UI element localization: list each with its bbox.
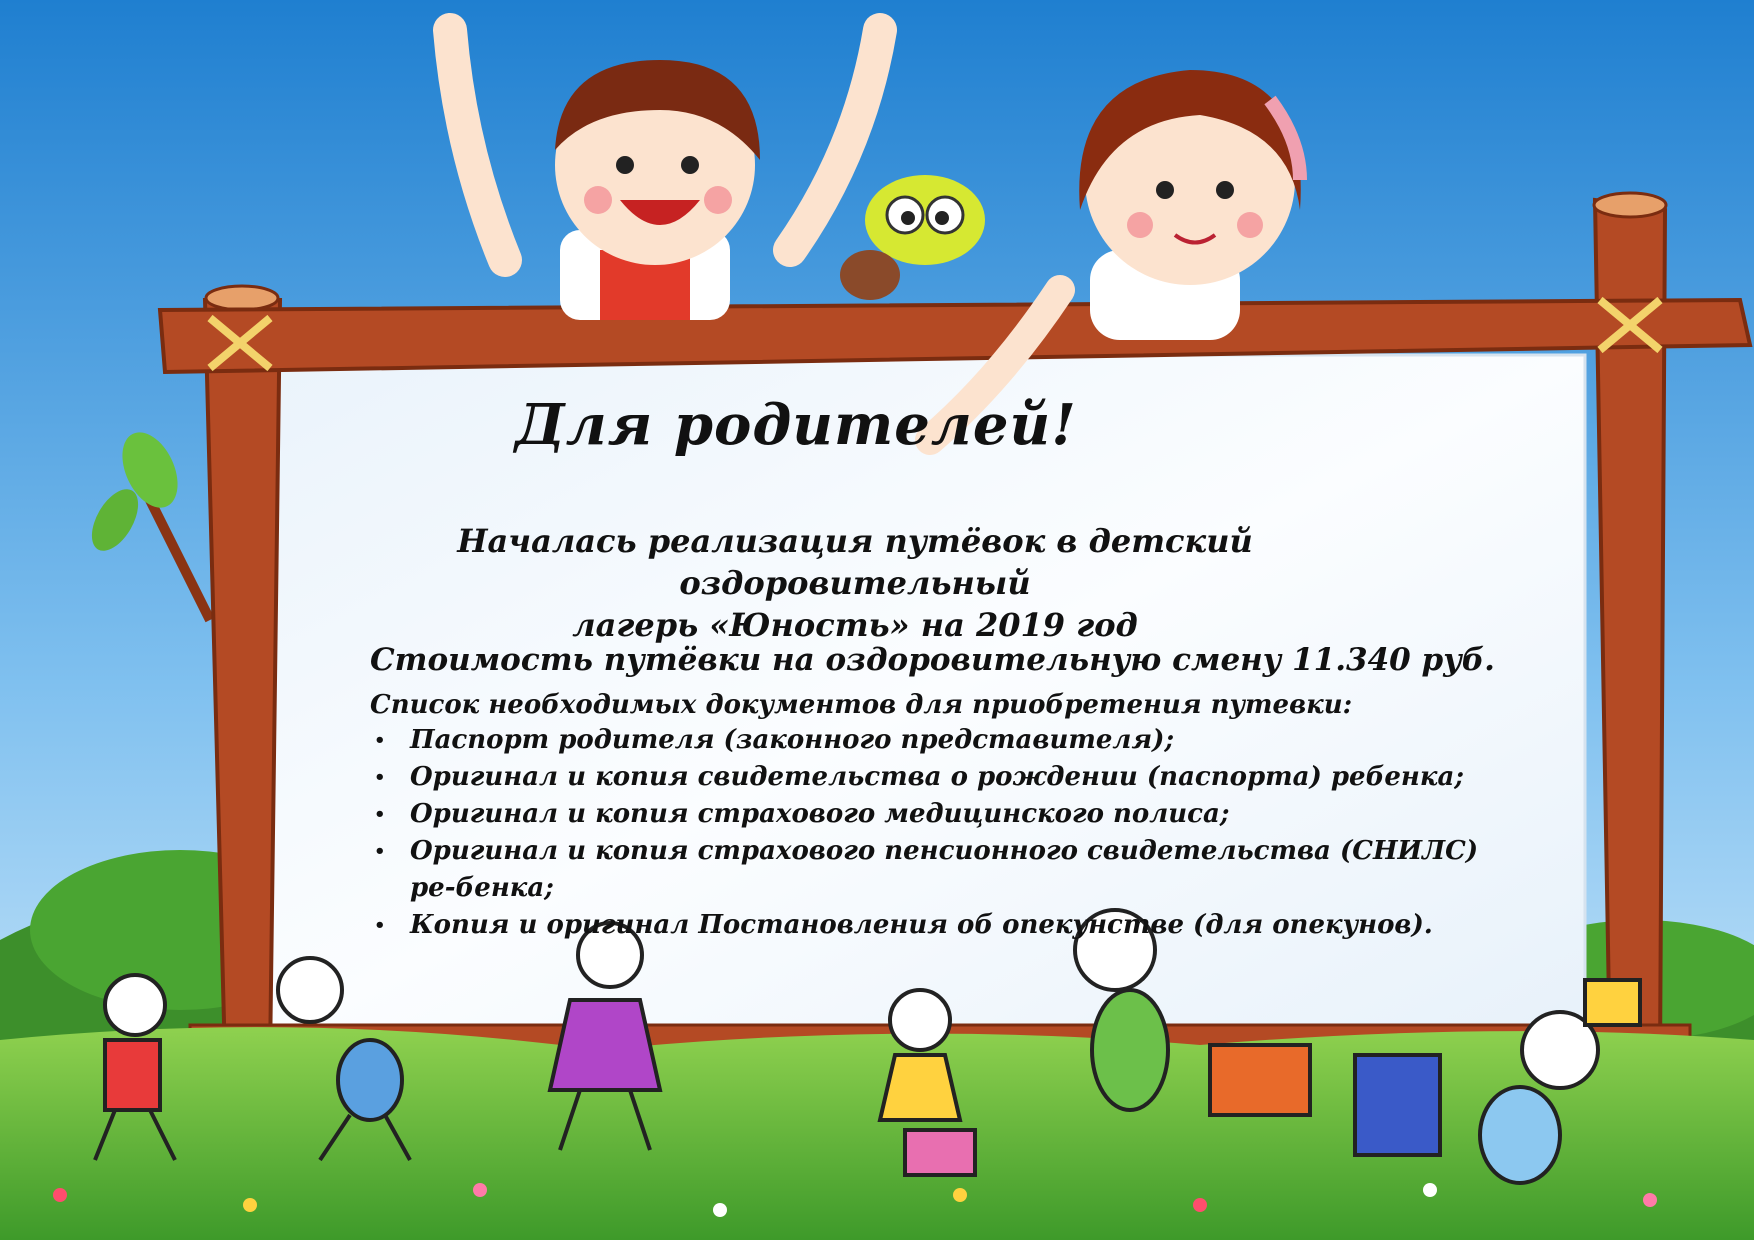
documents-title: Список необходимых документов для приобретения путевки: xyxy=(370,690,1353,720)
list-item xyxy=(370,722,1490,759)
list-item xyxy=(370,796,1490,833)
price-line: Стоимость путёвки на оздоровительную смену 11.340 руб. xyxy=(370,642,1495,678)
list-item xyxy=(370,759,1490,796)
bullet-icon: • xyxy=(374,915,386,936)
intro-line-2: лагерь «Юность» на 2019 год xyxy=(572,606,1138,644)
intro-text xyxy=(290,520,1420,646)
list-item-text: Оригинал и копия страхового медицинского полиса; xyxy=(410,799,1230,829)
list-item-text: Оригинал и копия страхового пенсионного свидетельства (СНИЛС) ре-бенка; xyxy=(410,836,1479,903)
bullet-icon: • xyxy=(374,730,386,751)
documents-list xyxy=(370,722,1490,944)
list-item-text: Паспорт родителя (законного представителя); xyxy=(410,725,1175,755)
list-item xyxy=(370,907,1490,944)
post-right-top xyxy=(1594,193,1666,217)
post-left-top xyxy=(206,286,278,310)
bullet-icon: • xyxy=(374,804,386,825)
list-item-text: Оригинал и копия свидетельства о рождении (паспорта) ребенка; xyxy=(410,762,1464,792)
list-item-text: Копия и оригинал Постановления об опекунстве (для опекунов). xyxy=(410,910,1433,940)
intro-line-1: Началась реализация путёвок в детский оздоровительный xyxy=(457,522,1253,602)
headline: Для родителей! xyxy=(515,392,1077,458)
list-item xyxy=(370,833,1490,907)
bullet-icon: • xyxy=(374,841,386,862)
bullet-icon: • xyxy=(374,767,386,788)
